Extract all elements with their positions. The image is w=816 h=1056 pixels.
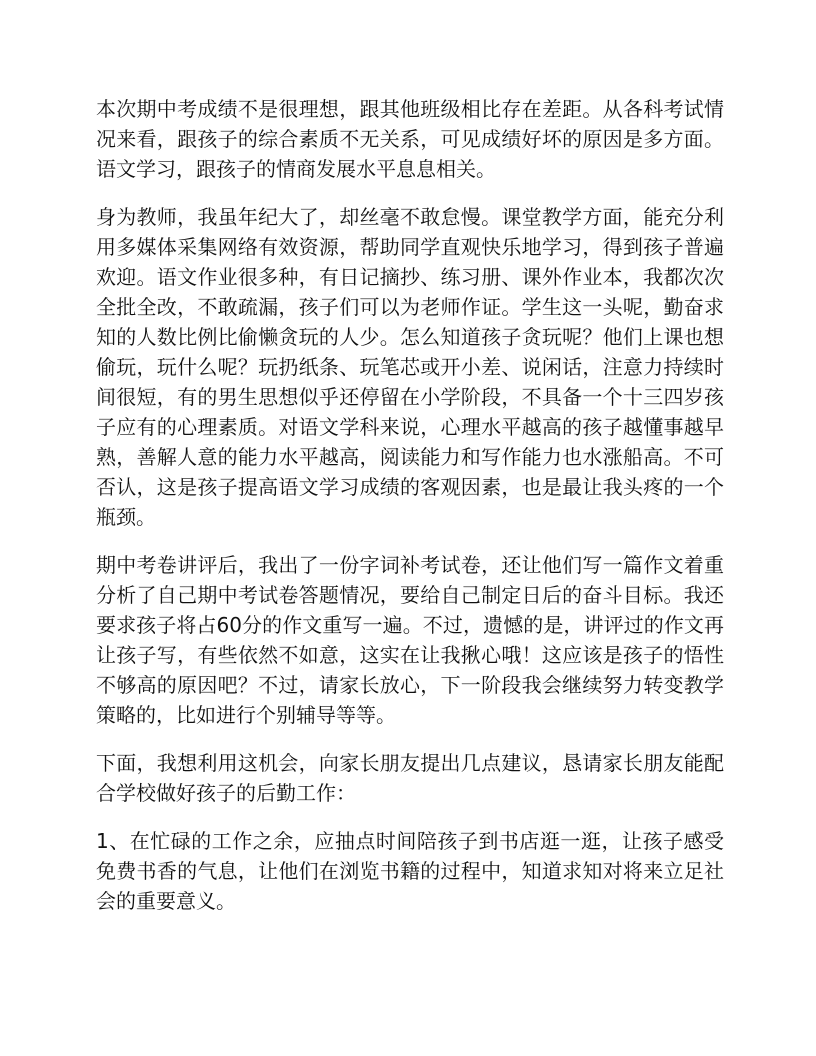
paragraph-exam-review: 期中考卷讲评后，我出了一份字词补考试卷，还让他们写一篇作文着重分析了自己期中考试卷答题情况，要给自己制定日后的奋斗目标。我还要求孩子将占60分的作文重写一遍。不过，遗憾的是，讲评过的作文再让孩子写，有些依然不如意，这实在让我揪心哦！这应该是孩子的悟性不够高的原因吧？不过，请家长放心，下一阶段我会继续努力转变教学策略的，比如进行个别辅导等等。 xyxy=(96,553,724,727)
paragraph-teaching-reflection: 身为教师，我虽年纪大了，却丝毫不敢怠慢。课堂教学方面，能充分利用多媒体采集网络有效资源，帮助同学直观快乐地学习，得到孩子普遍欢迎。语文作业很多种，有日记摘抄、练习册、课外作业本，我都次次全批全改，不敢疏漏，孩子们可以为老师作证。学生这一头呢，勤奋求知的人数比例比偷懒贪玩的人少。怎么知道孩子贪玩呢？他们上课也想偷玩，玩什么呢？玩扔纸条、玩笔芯或开小差、说闲话，注意力持续时间很短，有的男生思想似乎还停留在小学阶段，不具备一个十三四岁孩子应有的心理素质。对语文学科来说，心理水平越高的孩子越懂事越早熟，善解人意的能力水平越高，阅读能力和写作能力也水涨船高。不可否认，这是孩子提高语文学习成绩的客观因素，也是最让我头疼的一个瓶颈。 xyxy=(96,205,724,529)
paragraph-suggestion-1: 1、在忙碌的工作之余，应抽点时间陪孩子到书店逛一逛，让孩子感受免费书香的气息，让他们在浏览书籍的过程中，知道求知对将来立足社会的重要意义。 xyxy=(96,829,724,913)
document-page xyxy=(96,94,724,934)
paragraph-exam-results: 本次期中考成绩不是很理想，跟其他班级相比存在差距。从各科考试情况来看，跟孩子的综合素质不无关系，可见成绩好坏的原因是多方面。语文学习，跟孩子的情商发展水平息息相关。 xyxy=(96,97,724,181)
paragraph-suggestions-intro: 下面，我想利用这机会，向家长朋友提出几点建议，恳请家长朋友能配合学校做好孩子的后勤工作： xyxy=(96,751,724,805)
